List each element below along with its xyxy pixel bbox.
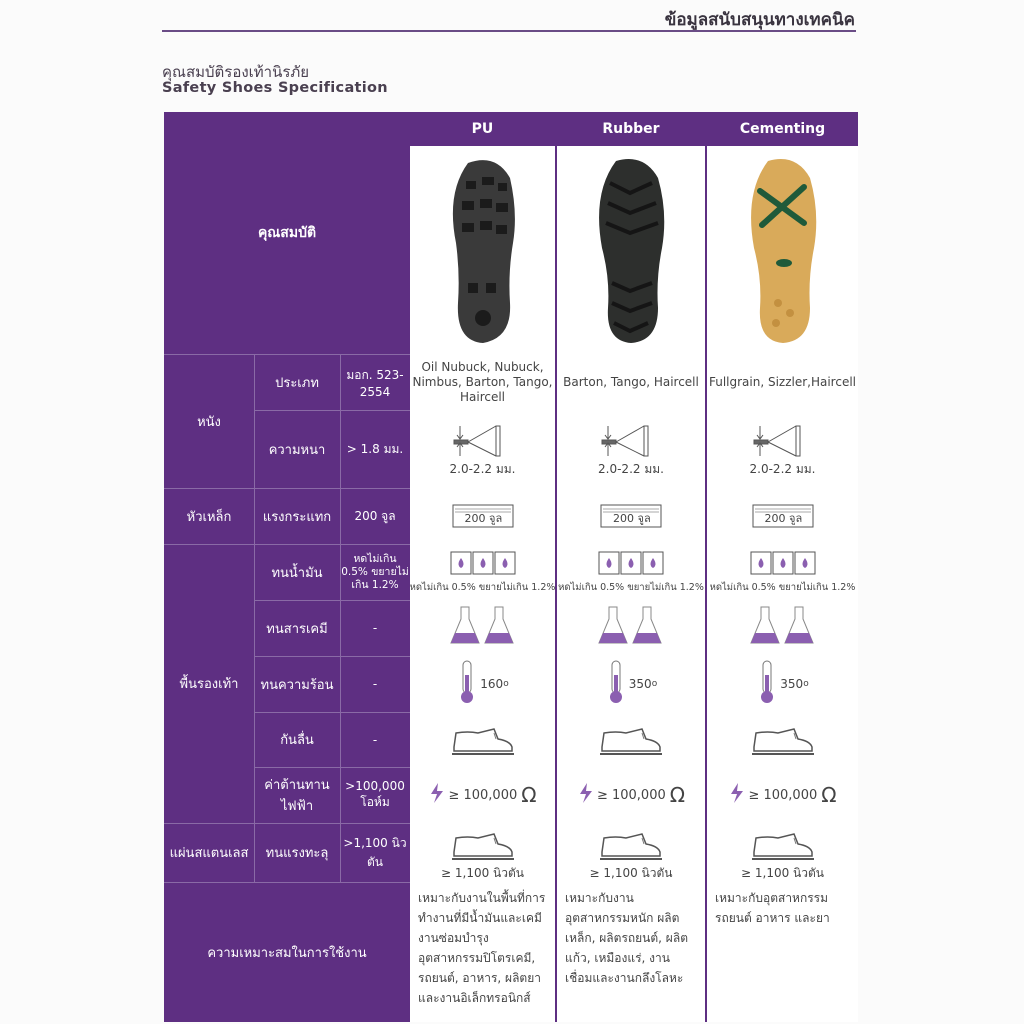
flask-icon: [745, 605, 821, 651]
usage-pu: เหมาะกับงานในพื้นที่การทำงานที่มีน้ำมันและเคมี งานซ่อมบำรุง อุตสาหกรรมปิโตรเคมี, รถยนต์, อาหาร, ผลิตยา และงานอิเล็กทรอนิกส์: [410, 882, 555, 1022]
resistance-rubber: [557, 767, 705, 823]
column-header-pu: PU: [471, 121, 494, 137]
grid-line: [254, 656, 410, 657]
row-label-chemical: ทนสารเคมี: [266, 621, 328, 637]
impact-pu: [410, 488, 555, 544]
grid-line: [254, 410, 410, 411]
thickness-cementing: [707, 410, 858, 488]
grid-line: [164, 544, 254, 545]
grid-line: [254, 712, 410, 713]
row-standard-impact: 200 จูล: [354, 508, 396, 523]
row-label-thickness: ความหนา: [268, 442, 326, 458]
grid-line: [254, 600, 410, 601]
impact-value: 200 จูล: [613, 512, 651, 525]
oil-value: หดไม่เกิน 0.5% ขยายไม่เกิน 1.2%: [409, 581, 556, 593]
grid-line: [254, 767, 410, 768]
slip-pu: [410, 712, 555, 767]
row-standard-oil: หดไม่เกิน 0.5% ขยายไม่เกิน 1.2%: [341, 552, 409, 591]
chemical-rubber: [557, 600, 705, 656]
heat-value: 350: [628, 676, 652, 691]
impact-rubber: [557, 488, 705, 544]
row-label-heat: ทนความร้อน: [260, 677, 334, 693]
lightning-icon: [728, 782, 746, 808]
row-label-oil: ทนน้ำมัน: [271, 565, 323, 581]
flask-icon: [445, 605, 521, 651]
chemical-pu: [410, 600, 555, 656]
document-header-title: ข้อมูลสนับสนุนทางเทคนิค: [664, 10, 855, 30]
column-header-rubber: Rubber: [602, 121, 660, 137]
thickness-value: 2.0-2.2 มม.: [598, 461, 664, 476]
oil-cementing: [707, 544, 858, 600]
row-standard-chemical: -: [372, 621, 378, 635]
heat-rubber: 350 o: [557, 656, 705, 712]
oil-rubber: [557, 544, 705, 600]
heat-value: 350: [780, 676, 804, 691]
type-pu: Oil Nubuck, Nubuck, Nimbus, Barton, Tango, Haircell: [410, 354, 555, 410]
oil-drum-icon: [595, 550, 667, 580]
ohm-symbol: Ω: [521, 782, 537, 807]
heat-pu: 160 o: [410, 656, 555, 712]
row-standard-penetration: >1,100 นิวตัน: [343, 835, 407, 869]
usage-cementing: เหมาะกับอุตสาหกรรมรถยนต์ อาหาร และยา: [707, 882, 858, 1022]
row-standard-thickness: > 1.8 มม.: [346, 441, 404, 456]
boot-icon: [448, 719, 518, 761]
grid-line: [164, 488, 254, 489]
group-suitability: ความเหมาะสมในการใช้งาน: [207, 945, 367, 961]
grid-line: [254, 882, 410, 883]
impact-icon: [451, 503, 515, 529]
rubber-sole-image: [557, 146, 705, 354]
resistance-value: ≥ 100,000: [748, 787, 818, 803]
slip-cementing: [707, 712, 858, 767]
oil-drum-icon: [447, 550, 519, 580]
flask-icon: [593, 605, 669, 651]
oil-value: หดไม่เกิน 0.5% ขยายไม่เกิน 1.2%: [709, 581, 856, 593]
boot-plate-icon: [596, 824, 666, 866]
grid-line: [254, 354, 255, 882]
thermometer-icon: [756, 659, 778, 709]
impact-cementing: [707, 488, 858, 544]
resistance-pu: [410, 767, 555, 823]
penetration-value: ≥ 1,100 นิวตัน: [741, 866, 824, 880]
grid-line: [254, 823, 410, 824]
property-header: คุณสมบัติ: [257, 225, 317, 241]
impact-icon: [751, 503, 815, 529]
heat-value: 160: [480, 676, 504, 691]
resistance-value: ≥ 100,000: [596, 787, 666, 803]
ohm-symbol: Ω: [669, 782, 686, 807]
penetration-value: ≥ 1,100 นิวตัน: [589, 866, 673, 880]
resistance-cementing: [707, 767, 858, 823]
pu-sole-image: [410, 146, 555, 354]
penetration-pu: [410, 823, 555, 882]
thickness-pu: [410, 410, 555, 488]
row-standard-heat: -: [372, 677, 378, 691]
row-standard-resistance: >100,000 โอห์ม: [345, 778, 405, 809]
penetration-rubber: [557, 823, 705, 882]
group-steel-plate: แผ่นสแตนเลส: [169, 846, 249, 861]
row-standard-type: มอก. 523-2554: [346, 367, 404, 399]
heat-cementing: 350 o: [707, 656, 858, 712]
ohm-symbol: Ω: [821, 782, 837, 807]
row-label-slip: กันลื่น: [280, 733, 314, 748]
lightning-icon: [428, 782, 446, 808]
cementing-sole-image: [707, 146, 858, 354]
boot-plate-icon: [448, 824, 518, 866]
lightning-icon: [577, 782, 595, 808]
grid-line: [254, 488, 410, 489]
row-standard-slip: -: [372, 732, 378, 747]
grid-line: [340, 354, 341, 882]
oil-value: หดไม่เกิน 0.5% ขยายไม่เกิน 1.2%: [558, 581, 704, 593]
column-header-cementing: Cementing: [739, 121, 826, 137]
thickness-value: 2.0-2.2 มม.: [749, 461, 816, 476]
boot-icon: [748, 719, 818, 761]
section-title-english: Safety Shoes Specification: [162, 80, 388, 96]
boot-icon: [596, 719, 666, 761]
row-label-impact: แรงกระแทก: [262, 509, 332, 525]
grid-line: [164, 823, 254, 824]
penetration-cementing: [707, 823, 858, 882]
thermometer-icon: [456, 659, 478, 709]
row-label-penetration: ทนแรงทะลุ: [265, 846, 329, 861]
thickness-value: 2.0-2.2 มม.: [449, 461, 516, 476]
grid-line: [254, 544, 410, 545]
grid-line: [164, 882, 254, 883]
grid-line: [164, 354, 410, 355]
thermometer-icon: [605, 659, 627, 709]
usage-rubber: เหมาะกับงานอุตสาหกรรมหนัก ผลิตเหล็ก, ผลิตรถยนต์, ผลิตแก้ว, เหมืองแร่, งานเชื่อมและงานกลึงโลหะ: [557, 882, 705, 1022]
boot-plate-icon: [748, 824, 818, 866]
group-steel-toe: หัวเหล็ก: [186, 509, 232, 525]
group-leather: หนัง: [197, 414, 221, 430]
chemical-cementing: [707, 600, 858, 656]
impact-icon: [599, 503, 663, 529]
group-outsole: พื้นรองเท้า: [179, 677, 239, 692]
penetration-value: ≥ 1,100 นิวตัน: [441, 866, 524, 880]
type-cementing: Fullgrain, Sizzler,Haircell: [707, 354, 858, 410]
oil-drum-icon: [747, 550, 819, 580]
type-rubber: Barton, Tango, Haircell: [557, 354, 705, 410]
row-label-type: ประเภท: [275, 375, 319, 391]
impact-value: 200 จูล: [464, 512, 503, 525]
specification-table: [164, 112, 858, 1022]
impact-value: 200 จูล: [764, 512, 803, 525]
resistance-value: ≥ 100,000: [448, 787, 518, 803]
thickness-rubber: [557, 410, 705, 488]
header-divider: [162, 30, 856, 32]
row-label-resistance: ค่าต้านทานไฟฟ้า: [264, 778, 330, 814]
section-title-thai: คุณสมบัติรองเท้านิรภัย: [162, 63, 310, 81]
slip-rubber: [557, 712, 705, 767]
oil-pu: [410, 544, 555, 600]
